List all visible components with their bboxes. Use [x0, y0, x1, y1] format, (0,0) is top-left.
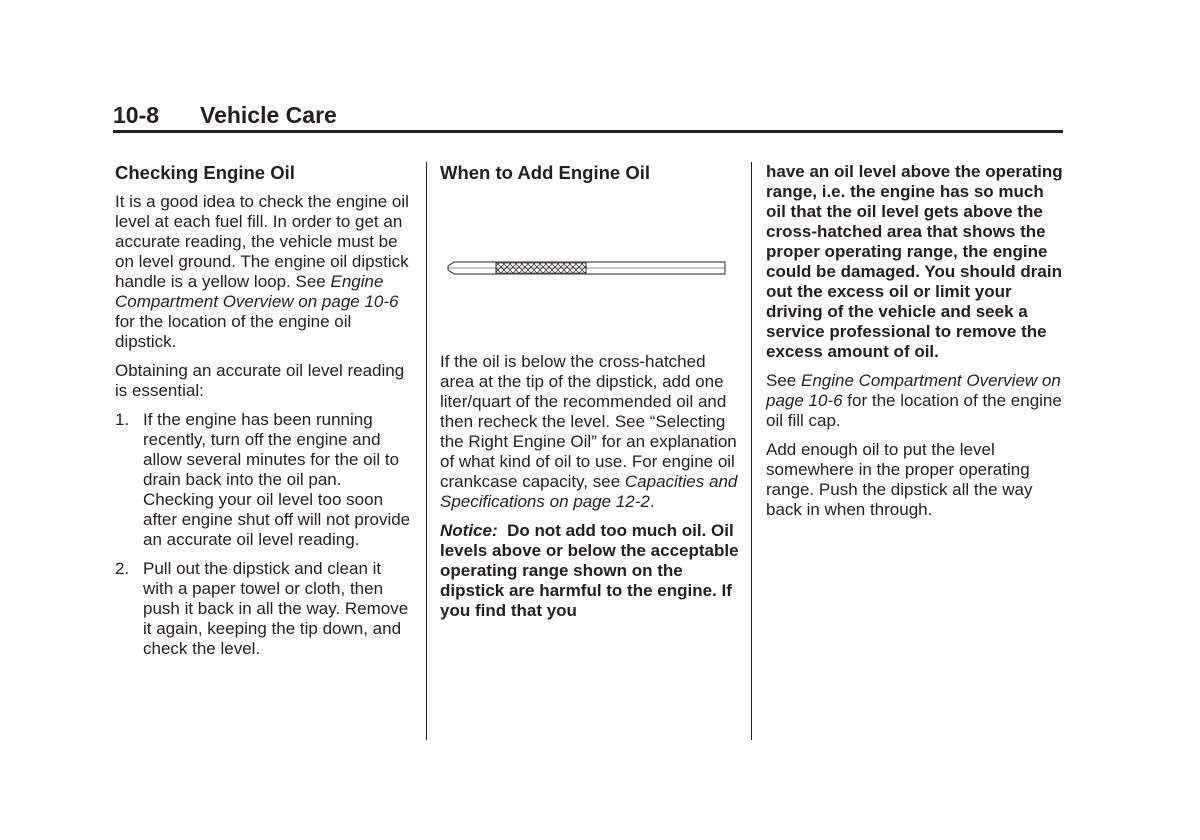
page-header: [113, 100, 1063, 133]
list-item: [115, 410, 415, 550]
step-text: If the engine has been running recently, turn off the engine and allow several minutes for the oil to drain back into the oil pan. Checking your oil level too soon after engine shut off will not provide an accurate oil level reading.: [143, 410, 411, 549]
steps-list: [115, 410, 415, 659]
column-2: [440, 162, 740, 630]
notice-text: Do not add too much oil. Oil levels above or below the acceptable operating range shown on the dipstick are harmful to the engine. If you find that you: [440, 521, 739, 620]
notice-label: Notice:: [440, 521, 498, 540]
cross-reference: Capacities and Specifications on page 12-2: [440, 472, 738, 511]
text: See: [766, 371, 801, 390]
heading-checking-engine-oil: Checking Engine Oil: [115, 162, 295, 183]
text: If the oil is below the cross-hatched area at the tip of the dipstick, add one liter/quart of the recommended oil and then recheck the level. See “Selecting the Right Engine Oil” for an explanation of what kind of oil to use. For engine oil crankcase capacity, see: [440, 352, 737, 491]
column-3: [766, 162, 1066, 529]
heading-when-to-add-engine-oil: When to Add Engine Oil: [440, 162, 650, 183]
paragraph: Add enough oil to put the level somewhere in the proper operating range. Push the dipstick all the way back in when through.: [766, 440, 1033, 519]
step-number: 2.: [115, 559, 130, 578]
step-text: Pull out the dipstick and clean it with a paper towel or cloth, then push it back in all the way. Remove it again, keeping the tip down, and check the level.: [143, 559, 409, 658]
column-1: [115, 162, 415, 668]
paragraph: Obtaining an accurate oil level reading is essential:: [115, 361, 405, 400]
section-title: Vehicle Care: [200, 102, 337, 128]
text: It is a good idea to check the engine oil level at each fuel fill. In order to get an accurate reading, the vehicle must be on level ground. The engine oil dipstick handle is a yellow loop. See: [115, 192, 409, 291]
text: .: [649, 492, 655, 511]
column-divider: [426, 162, 427, 740]
notice-continuation: have an oil level above the operating range, i.e. the engine has so much oil that the oil level gets above the cross-hatched area that shows the proper operating range, the engine could be damaged. You should drain out the excess oil or limit your driving of the vehicle and seek a service professional to remove the excess amount of oil.: [766, 162, 1063, 361]
notice-paragraph: [440, 521, 740, 621]
paragraph: [766, 371, 1066, 431]
text: for the location of the engine oil fill cap.: [766, 391, 1062, 430]
page-number: 10-8: [113, 102, 160, 128]
paragraph: [115, 192, 415, 352]
column-divider: [751, 162, 752, 740]
dipstick-illustration: [438, 192, 728, 342]
cross-reference: Engine Compartment Overview on page 10-6: [766, 371, 1061, 410]
list-item: [115, 559, 415, 659]
step-number: 1.: [115, 410, 130, 429]
text: for the location of the engine oil dipstick.: [115, 312, 352, 351]
dipstick-icon: [438, 192, 728, 342]
cross-reference: Engine Compartment Overview on page 10-6: [115, 272, 399, 311]
paragraph: [440, 352, 740, 512]
